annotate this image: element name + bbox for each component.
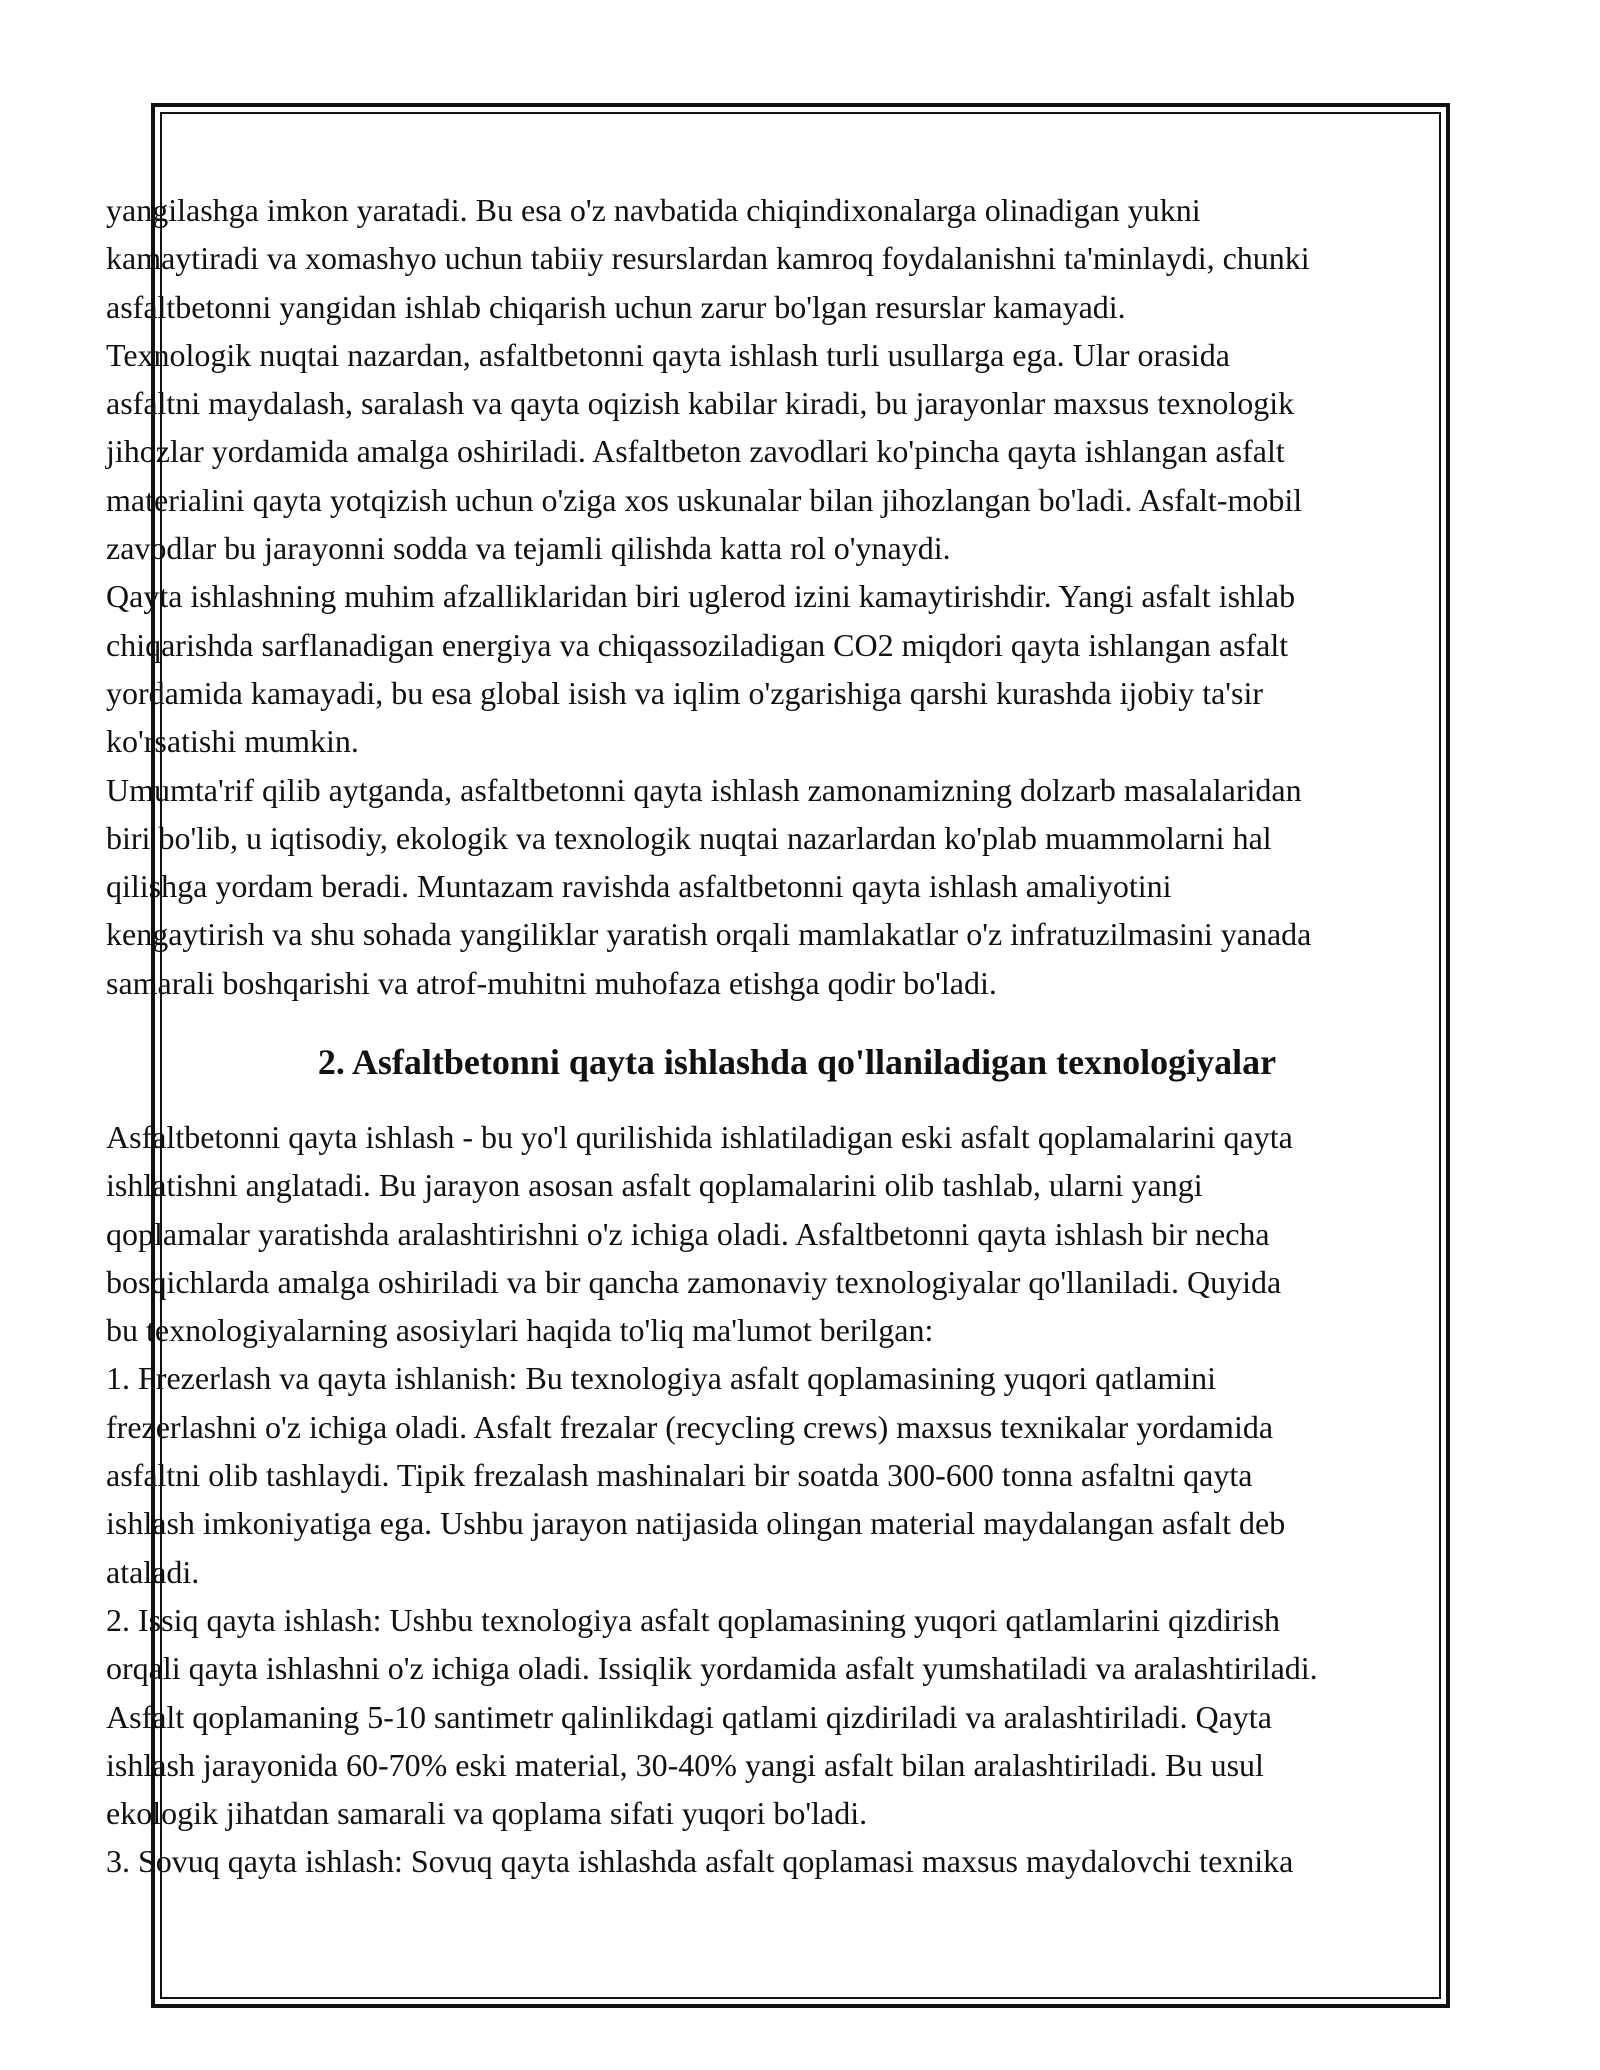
text-line: bu texnologiyalarning asosiylari haqida to'liq ma'lumot berilgan: xyxy=(106,1312,934,1349)
text-line: frezerlashni o'z ichiga oladi. Asfalt frezalar (recycling crews) maxsus texnikalar yordamida xyxy=(106,1408,1274,1445)
text-line: ko'rsatishi mumkin. xyxy=(106,723,359,760)
body-text-top xyxy=(106,186,1506,1007)
text-line: samarali boshqarishi va atrof-muhitni muhofaza etishga qodir bo'ladi. xyxy=(106,964,997,1001)
text-line: qoplamalar yaratishda aralashtirishni o'z ichiga oladi. Asfaltbetonni qayta ishlash bir necha xyxy=(106,1215,1270,1252)
text-line: ekologik jihatdan samarali va qoplama sifati yuqori bo'ladi. xyxy=(106,1795,868,1832)
text-line: asfaltbetonni yangidan ishlab chiqarish uchun zarur bo'lgan resurslar kamayadi. xyxy=(106,288,1126,325)
text-line: chiqarishda sarflanadigan energiya va chiqassoziladigan CO2 miqdori qayta ishlangan asfalt xyxy=(106,626,1289,663)
text-line: jihozlar yordamida amalga oshiriladi. Asfaltbeton zavodlari ko'pincha qayta ishlangan asfalt xyxy=(106,433,1285,470)
text-line: ishlash jarayonida 60-70% eski material, 30-40% yangi asfalt bilan aralashtiriladi. Bu usul xyxy=(106,1746,1264,1783)
text-line: asfaltni maydalash, saralash va qayta oqizish kabilar kiradi, bu jarayonlar maxsus texnologik xyxy=(106,385,1295,422)
text-line: 3. Sovuq qayta ishlash: Sovuq qayta ishlashda asfalt qoplamasi maxsus maydalovchi texnika xyxy=(106,1843,1294,1880)
text-line: materialini qayta yotqizish uchun o'ziga xos uskunalar bilan jihozlangan bo'ladi. Asfalt-mobil xyxy=(106,481,1303,518)
text-line: asfaltni olib tashlaydi. Tipik frezalash mashinalari bir soatda 300-600 tonna asfaltni qayta xyxy=(106,1457,1253,1494)
section-heading-text: 2. Asfaltbetonni qayta ishlashda qo'llaniladigan texnologiyalar xyxy=(317,1042,1277,1082)
text-line: kamaytiradi va xomashyo uchun tabiiy resurslardan kamroq foydalanishni ta'minlaydi, chunki xyxy=(106,240,1310,277)
text-line: qilishga yordam beradi. Muntazam ravishda asfaltbetonni qayta ishlash amaliyotini xyxy=(106,868,1172,905)
text-line: orqali qayta ishlashni o'z ichiga oladi. Issiqlik yordamida asfalt yumshatiladi va aralashtiriladi. xyxy=(106,1650,1318,1687)
text-line: yordamida kamayadi, bu esa global isish va iqlim o'zgarishiga qarshi kurashda ijobiy ta'sir xyxy=(106,674,1264,711)
text-line: 2. Issiq qayta ishlash: Ushbu texnologiya asfalt qoplamasining yuqori qatlamlarini qizdirish xyxy=(106,1601,1281,1638)
text-line: 1. Frezerlash va qayta ishlanish: Bu texnologiya asfalt qoplamasining yuqori qatlamini xyxy=(106,1360,1216,1397)
text-line: zavodlar bu jarayonni sodda va tejamli qilishda katta rol o'ynaydi. xyxy=(106,530,951,567)
text-line: Asfalt qoplamaning 5-10 santimetr qalinlikdagi qatlami qizdiriladi va aralashtiriladi. Qayta xyxy=(106,1698,1272,1735)
section-heading xyxy=(106,1036,1506,1088)
text-line: Asfaltbetonni qayta ishlash - bu yo'l qurilishida ishlatiladigan eski asfalt qoplamalarini qayta xyxy=(106,1119,1293,1155)
text-line: bosqichlarda amalga oshiriladi va bir qancha zamonaviy texnologiyalar qo'llaniladi. Quyida xyxy=(106,1263,1282,1300)
text-line: ishlatishni anglatadi. Bu jarayon asosan asfalt qoplamalarini olib tashlab, ularni yangi xyxy=(106,1167,1203,1204)
text-line: yangilashga imkon yaratadi. Bu esa o'z navbatida chiqindixonalarga olinadigan yukni xyxy=(106,192,1201,228)
text-line: Qayta ishlashning muhim afzalliklaridan biri uglerod izini kamaytirishdir. Yangi asfalt ishlab xyxy=(106,578,1296,615)
text-line: kengaytirish va shu sohada yangiliklar yaratish orqali mamlakatlar o'z infratuzilmasini yanada xyxy=(106,916,1312,953)
text-line: Umumta'rif qilib aytganda, asfaltbetonni qayta ishlash zamonamizning dolzarb masalalaridan xyxy=(106,771,1302,808)
text-line: ishlash imkoniyatiga ega. Ushbu jarayon natijasida olingan material maydalangan asfalt deb xyxy=(106,1505,1286,1542)
body-text-bottom xyxy=(106,1113,1506,1886)
text-line: Texnologik nuqtai nazardan, asfaltbetonni qayta ishlash turli usullarga ega. Ular orasida xyxy=(106,336,1230,373)
text-line: biri bo'lib, u iqtisodiy, ekologik va texnologik nuqtai nazarlardan ko'plab muammolarni hal xyxy=(106,819,1272,856)
text-line: ataladi. xyxy=(106,1553,200,1590)
